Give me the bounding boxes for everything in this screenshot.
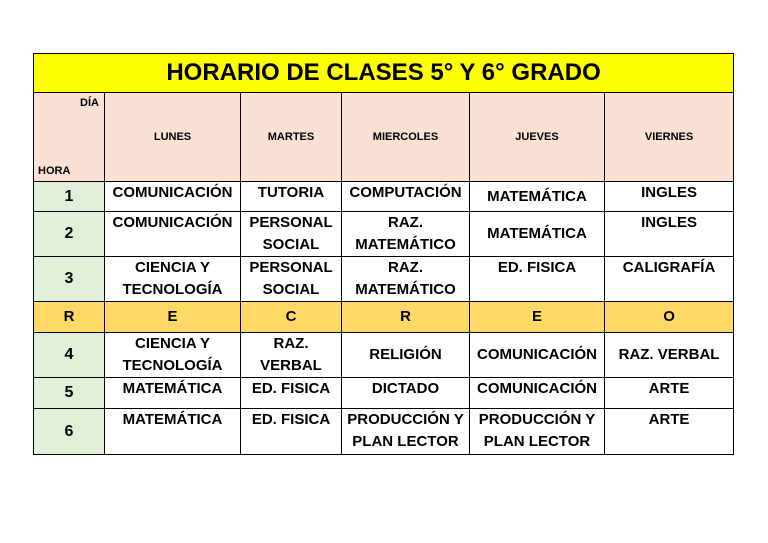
recess-letter: C (241, 302, 342, 333)
class-cell: DICTADO (342, 378, 470, 409)
page-title: HORARIO DE CLASES 5° Y 6° GRADO (34, 54, 734, 93)
hour-number: 4 (34, 333, 105, 378)
header-row (34, 93, 734, 182)
class-cell: RAZ. MATEMÁTICO (342, 257, 470, 302)
table-row (34, 182, 734, 212)
recess-letter: R (34, 302, 105, 333)
table-row (34, 409, 734, 455)
class-cell: INGLES (605, 182, 734, 212)
recess-letter: E (470, 302, 605, 333)
recess-letter: R (342, 302, 470, 333)
class-cell: MATEMÁTICA (105, 378, 241, 409)
class-cell: MATEMÁTICA (470, 212, 605, 257)
day-header-martes: MARTES (241, 93, 342, 182)
day-header-viernes: VIERNES (605, 93, 734, 182)
day-header-jueves: JUEVES (470, 93, 605, 182)
class-cell: MATEMÁTICA (105, 409, 241, 455)
day-header-lunes: LUNES (105, 93, 241, 182)
class-cell: PRODUCCIÓN Y PLAN LECTOR (470, 409, 605, 455)
class-cell: RAZ. VERBAL (605, 333, 734, 378)
recess-row (34, 302, 734, 333)
class-cell: PERSONAL SOCIAL (241, 212, 342, 257)
class-cell: COMPUTACIÓN (342, 182, 470, 212)
class-cell: CIENCIA Y TECNOLOGÍA (105, 257, 241, 302)
class-cell: COMUNICACIÓN (105, 212, 241, 257)
class-cell: COMUNICACIÓN (470, 333, 605, 378)
class-cell: RAZ. MATEMÁTICO (342, 212, 470, 257)
class-cell: CIENCIA Y TECNOLOGÍA (105, 333, 241, 378)
hour-number: 3 (34, 257, 105, 302)
table-row (34, 257, 734, 302)
class-cell: COMUNICACIÓN (105, 182, 241, 212)
class-cell: RELIGIÓN (342, 333, 470, 378)
hour-number: 5 (34, 378, 105, 409)
class-cell: ED. FISICA (241, 378, 342, 409)
class-cell: COMUNICACIÓN (470, 378, 605, 409)
hour-number: 6 (34, 409, 105, 455)
class-cell: MATEMÁTICA (470, 182, 605, 212)
table-row (34, 333, 734, 378)
class-cell: ED. FISICA (470, 257, 605, 302)
recess-letter: E (105, 302, 241, 333)
class-cell: PERSONAL SOCIAL (241, 257, 342, 302)
class-cell: ARTE (605, 378, 734, 409)
class-cell: PRODUCCIÓN Y PLAN LECTOR (342, 409, 470, 455)
schedule-table (33, 53, 734, 455)
recess-letter: O (605, 302, 734, 333)
table-row (34, 212, 734, 257)
table-row (34, 378, 734, 409)
hour-number: 2 (34, 212, 105, 257)
hour-label: HORA (38, 165, 71, 177)
class-cell: ARTE (605, 409, 734, 455)
class-cell: CALIGRAFÍA (605, 257, 734, 302)
corner-cell (34, 93, 105, 182)
class-cell: ED. FISICA (241, 409, 342, 455)
day-label: DÍA (80, 97, 99, 109)
class-cell: INGLES (605, 212, 734, 257)
day-header-miercoles: MIERCOLES (342, 93, 470, 182)
class-cell: TUTORIA (241, 182, 342, 212)
hour-number: 1 (34, 182, 105, 212)
class-cell: RAZ. VERBAL (241, 333, 342, 378)
